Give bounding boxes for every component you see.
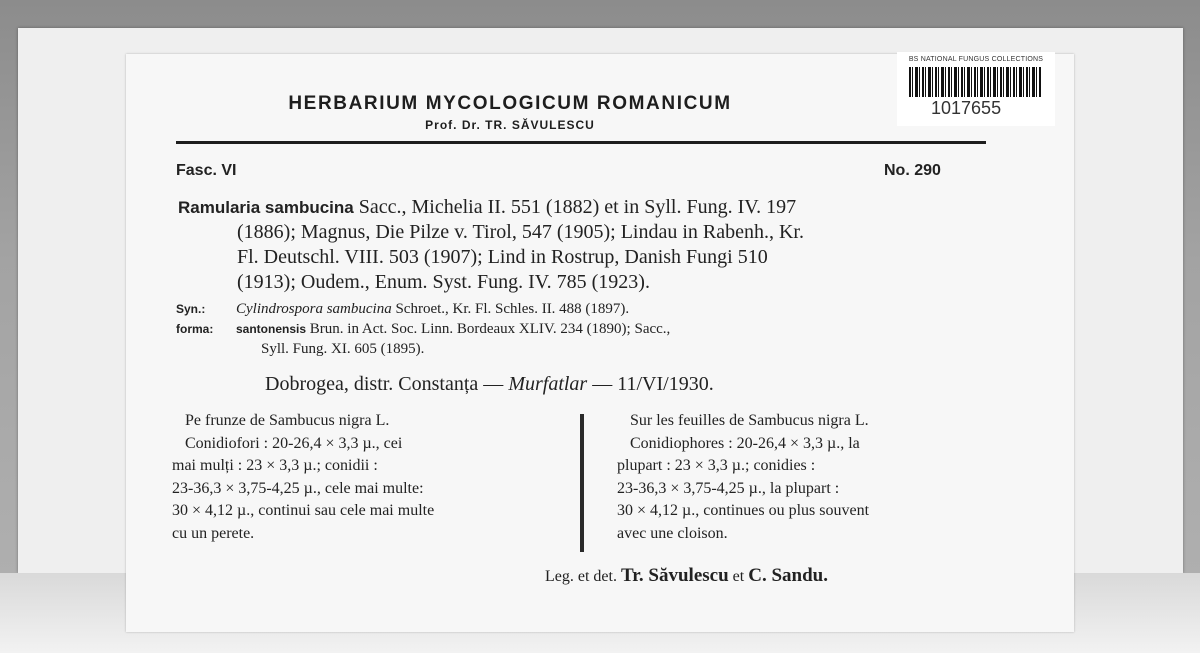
description-line: 23-36,3 × 3,75-4,25 µ., cele mai multe:	[172, 479, 424, 497]
description-line: 23-36,3 × 3,75-4,25 µ., la plupart :	[617, 479, 840, 497]
species-authority: Sacc., Michelia II. 551 (1882) et in Syll. Fung. IV. 197	[358, 196, 797, 218]
reference-line: Fl. Deutschl. VIII. 503 (1907); Lind in Rostrup, Danish Fungi 510	[237, 246, 768, 268]
collector-line	[545, 565, 828, 587]
herbarium-title: HERBARIUM MYCOLOGICUM ROMANICUM	[288, 93, 732, 114]
description-line: cu un perete.	[172, 524, 255, 542]
barcode-sticker	[897, 52, 1055, 126]
description-line: mai mulți : 23 × 3,3 µ.; conidii :	[172, 457, 378, 474]
locality-region: Dobrogea, distr. Constanța —	[265, 373, 504, 395]
species-line	[178, 196, 796, 219]
specimen-number: No. 290	[884, 162, 941, 179]
barcode-number: 1017655	[931, 98, 1002, 118]
description-french	[617, 410, 869, 545]
collector-name: Tr. Săvulescu	[620, 565, 729, 586]
synonym-line	[176, 301, 629, 318]
synonym-citation: Schroet., Kr. Fl. Schles. II. 488 (1897).	[395, 301, 630, 317]
header-rule	[176, 141, 986, 144]
synonym-tag: Syn.:	[176, 302, 206, 316]
description-line: Pe frunze de Sambucus nigra L.	[185, 412, 390, 429]
description-line: Sur les feuilles de Sambucus nigra L.	[630, 412, 869, 429]
description-line: 30 × 4,12 µ., continui sau cele mai multe	[172, 502, 435, 519]
reference-line: (1886); Magnus, Die Pilze v. Tirol, 547 (1905); Lindau in Rabenh., Kr.	[237, 221, 804, 243]
barcode-header: BS NATIONAL FUNGUS COLLECTIONS	[908, 56, 1044, 63]
locality-place: Murfatlar	[508, 373, 588, 395]
barcode-bars-icon	[909, 67, 1041, 97]
description-line: Conidiofori : 20-26,4 × 3,3 µ., cei	[185, 434, 403, 452]
forma-tag: forma:	[176, 322, 214, 336]
locality-line	[265, 373, 714, 396]
forma-name: santonensis	[236, 322, 307, 336]
collector-conjunction: et	[732, 568, 745, 585]
collector-name: C. Sandu.	[748, 565, 828, 586]
forma-line	[176, 321, 670, 338]
column-divider	[580, 414, 584, 552]
description-romanian	[172, 410, 434, 545]
description-line: plupart : 23 × 3,3 µ.; conidies :	[617, 457, 816, 474]
synonym-name: Cylindrospora sambucina	[236, 301, 392, 317]
forma-citation-cont: Syll. Fung. XI. 605 (1895).	[261, 341, 425, 357]
description-line: Conidiophores : 20-26,4 × 3,3 µ., la	[630, 434, 860, 452]
description-line: avec une cloison.	[617, 524, 728, 542]
herbarium-subtitle: Prof. Dr. TR. SĂVULESCU	[425, 118, 595, 132]
species-name: Ramularia sambucina	[178, 198, 354, 217]
collection-date: — 11/VI/1930.	[592, 373, 714, 395]
fascicle-label: Fasc. VI	[176, 162, 237, 179]
forma-citation: Brun. in Act. Soc. Linn. Bordeaux XLIV. 234 (1890); Sacc.,	[309, 321, 671, 337]
reference-line: (1913); Oudem., Enum. Syst. Fung. IV. 785 (1923).	[237, 271, 650, 293]
collector-prefix: Leg. et det.	[545, 568, 617, 585]
description-line: 30 × 4,12 µ., continues ou plus souvent	[617, 502, 870, 519]
